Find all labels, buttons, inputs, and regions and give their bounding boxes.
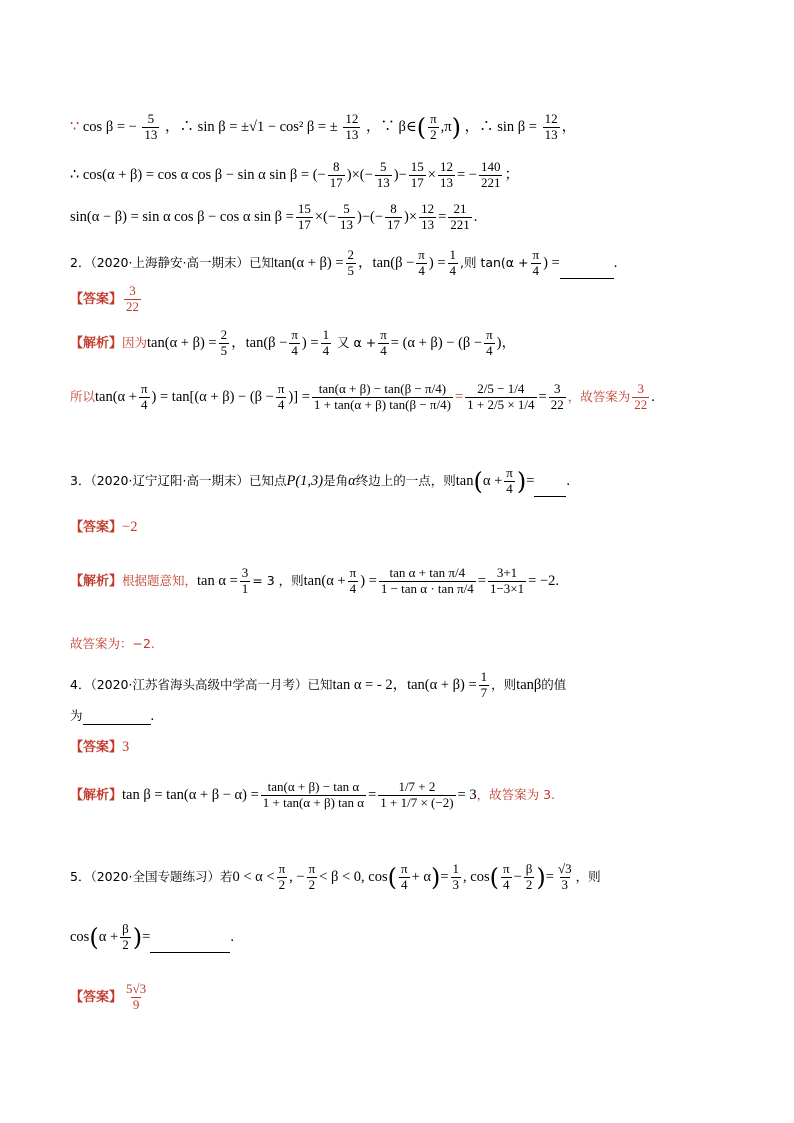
fraction: $\frac{\beta}{2}$ — [122, 921, 129, 952]
question-4 — [70, 670, 566, 701]
question-text: 5．（2020·全国专题练习）若 — [70, 868, 233, 884]
fraction: $\frac{\pi}{2}$ — [430, 111, 437, 142]
expr: α — [348, 472, 356, 489]
fraction: $\frac{\pi}{4}$ — [418, 247, 425, 278]
expr: = 3 ，则 — [252, 572, 304, 588]
fraction: $\frac{3}{1}$ — [241, 565, 249, 596]
fraction: $\frac{2}{5}$ — [220, 327, 228, 358]
expr: tan(α + β) = — [273, 254, 344, 271]
question-5 — [70, 862, 601, 893]
expr: 所以 — [70, 388, 96, 404]
expr: . — [473, 208, 478, 225]
expr: )× — [404, 208, 418, 225]
expr: − — [513, 868, 522, 885]
analysis-2-line-2 — [70, 382, 655, 413]
expr: ，∵ β∈ — [365, 118, 417, 135]
conclusion-text: 故答案为：−2. — [70, 636, 155, 651]
expr: 0 < α < — [232, 868, 275, 885]
expr: ) = — [428, 254, 446, 271]
paren: ) — [451, 113, 461, 142]
expr: . — [651, 388, 655, 405]
expr: = — [454, 388, 464, 405]
expr: = — [538, 388, 547, 405]
expr: = — [545, 868, 554, 885]
paren: ( — [416, 113, 427, 142]
expr: . — [230, 928, 234, 945]
paren: ( — [89, 923, 99, 952]
answer-value: 3 — [122, 739, 130, 755]
answer-4 — [70, 736, 129, 756]
answer-label: 【答案】 — [70, 989, 123, 1005]
fraction: $\frac{\pi}{4}$ — [349, 565, 357, 596]
expr: tan(α + — [95, 388, 137, 405]
derivation-line-2 — [70, 160, 519, 191]
expr: P(1,3) — [286, 472, 324, 489]
expr: α + — [98, 928, 119, 945]
expr: tanβ — [516, 676, 542, 693]
expr: = — [438, 208, 447, 225]
answer-label: 【答案】 — [70, 520, 123, 535]
analysis-3-conclusion — [70, 634, 155, 653]
fraction: $\frac{\pi}{4}$ — [503, 861, 510, 892]
expr: )] = — [288, 388, 310, 405]
fraction: $\frac{\pi}{4}$ — [140, 381, 148, 412]
expr: tan(α + — [303, 572, 346, 589]
question-text: 4．（2020·江苏省海头高级中学高一月考）已知 — [70, 676, 333, 692]
expr: = (α + β) − (β − — [390, 334, 483, 351]
paren: ( — [387, 863, 397, 892]
fraction: $\frac{\pi}{4}$ — [291, 327, 298, 358]
expr: ， — [561, 118, 577, 135]
paren: ) — [132, 923, 143, 952]
expr: 为 — [70, 708, 83, 723]
expr: ) = — [301, 334, 319, 351]
fraction: $\frac{2}{5}$ — [347, 247, 355, 278]
answer-2 — [70, 284, 143, 315]
fraction: $\frac{1}{7}$ — [480, 669, 488, 700]
fraction: $\frac{15}{17}$ — [410, 159, 424, 190]
analysis-2-line-1 — [70, 328, 516, 359]
big-fraction: $\frac{\text{tan(α + β) − tan α}}{\text{1 + tan(α + β) tan α}}$ — [262, 779, 365, 810]
expr: ，tan(β − — [231, 334, 288, 351]
expr: 根据题意知， — [122, 572, 198, 588]
expr: ,π — [440, 118, 452, 135]
expr: = — [526, 472, 535, 489]
expr: tan β = tan(α + β − α) = — [122, 786, 259, 803]
expr: tan — [455, 472, 474, 489]
answer-5 — [70, 982, 150, 1013]
fraction: $\frac{3}{22}$ — [634, 381, 648, 412]
question-3 — [70, 466, 570, 497]
big-fraction: $\frac{\tan(\alpha + \beta) - \tan(\beta - \pi/4)}{1 + \tan(\alpha + \beta) \tan(\beta - \pi/4)}$ — [313, 381, 451, 412]
expr: ∴ cos(α + β) = cos α cos β − sin α sin β = (− — [70, 166, 326, 183]
expr: ，则 — [491, 676, 517, 692]
answer-value: −2 — [122, 519, 138, 535]
expr: α + — [482, 472, 503, 489]
question-text: 3．（2020·辽宁辽阳·高一期末）已知点 — [70, 472, 287, 488]
fraction: $\frac{\pi}{4}$ — [486, 327, 493, 358]
fraction: $\frac{140}{221}$ — [480, 159, 501, 190]
expr: 又 α + — [333, 334, 377, 350]
question-5-cont — [70, 922, 234, 953]
fraction: $\frac{\pi}{2}$ — [278, 861, 286, 892]
fraction: $\frac{1}{3}$ — [452, 861, 460, 892]
expr: 因为 — [122, 334, 148, 350]
expr: ，故答案为 3. — [476, 786, 556, 802]
expr: . — [150, 708, 155, 724]
expr: 终边上的一点，则 — [355, 472, 456, 488]
analysis-label: 【解析】 — [70, 787, 123, 803]
question-2 — [70, 248, 617, 279]
fraction: $\frac{12}{13}$ — [421, 201, 435, 232]
fraction: $\frac{8}{17}$ — [387, 201, 401, 232]
expr: ， — [392, 676, 408, 693]
fraction: $\frac{3}{22}$ — [550, 381, 564, 412]
derivation-line-3 — [70, 202, 477, 233]
expr: sin(α − β) = sin α cos β − cos α sin β = — [70, 208, 294, 225]
expr: cos β = − — [82, 118, 137, 135]
paren: ( — [489, 863, 499, 892]
fraction: $\frac{\pi}{4}$ — [380, 327, 387, 358]
expr: )×(− — [346, 166, 373, 183]
expr: )， — [496, 334, 517, 351]
fraction: $\frac{12}{13}$ — [439, 159, 453, 190]
expr: = −2 — [528, 572, 556, 589]
expr: ,则 tan(α + — [460, 254, 529, 270]
expr: tan α = - 2 — [332, 676, 393, 693]
expr: tan(α + β) = — [147, 334, 217, 351]
fraction: $\frac{5}{13}$ — [376, 159, 390, 190]
compound-fraction: $\frac{2/5 - 1/4}{1 + 2/5 \times 1/4}$ — [467, 381, 535, 412]
expr: ，∴ sin β = — [464, 118, 537, 135]
fraction: $\frac{21}{221}$ — [450, 201, 470, 232]
fraction: $\frac{5}{13}$ — [340, 201, 354, 232]
expr: ； — [504, 166, 519, 183]
expr: ，∴ sin β = ±√1 − cos² β = ± — [165, 118, 338, 135]
fraction: $\frac{\pi}{4}$ — [277, 381, 285, 412]
answer-label: 【答案】 — [70, 291, 123, 307]
expr: = 3 — [457, 786, 477, 803]
expr: ，故答案为 — [567, 388, 631, 404]
big-fraction: $\frac{\text{tan α + tan π/4}}{\text{1 − tan α · tan π/4}}$ — [380, 565, 474, 596]
fraction: $\frac{\pi}{4}$ — [506, 465, 513, 496]
expr: tan α = — [197, 572, 238, 589]
answer-blank — [560, 278, 614, 279]
expr: < β < 0, cos — [319, 868, 388, 885]
expr: + α — [411, 868, 431, 885]
expr: ) = tan[(α + β) − (β − — [151, 388, 274, 405]
derivation-line-1 — [70, 112, 576, 143]
expr: = — [368, 786, 377, 803]
expr: = — [142, 928, 151, 945]
expr: tan(α + β) = — [407, 676, 477, 693]
expr: , cos — [463, 868, 490, 885]
paren: ) — [536, 863, 546, 892]
fraction: $\frac{\pi}{4}$ — [400, 861, 408, 892]
paren: ( — [473, 467, 483, 496]
expr: . — [566, 472, 571, 489]
because-symbol: ∵ — [70, 118, 80, 135]
compound-fraction: $\frac{1/7 + 2}{1 + 1/7 \times (-2)}$ — [380, 779, 454, 810]
question-4-cont — [70, 706, 154, 725]
expr: ，tan(β − — [358, 254, 415, 271]
expr: ) = — [543, 254, 560, 271]
expr: ×(− — [314, 208, 337, 225]
fraction: $\frac{5}{13}$ — [144, 111, 158, 142]
answer-fraction: $\frac{5√3}{9}$ — [126, 981, 147, 1012]
expr: )−(− — [357, 208, 384, 225]
fraction: $\frac{1}{4}$ — [322, 327, 330, 358]
answer-3 — [70, 516, 137, 536]
expr: ，则 — [575, 868, 601, 884]
answer-blank — [150, 952, 230, 953]
answer-blank — [83, 724, 151, 725]
analysis-3 — [70, 566, 559, 597]
answer-blank — [534, 496, 566, 497]
fraction: $\frac{\pi}{4}$ — [532, 247, 540, 278]
expr: , − — [289, 868, 305, 885]
fraction: $\frac{1}{4}$ — [449, 247, 456, 278]
expr: 的值 — [541, 676, 567, 692]
expr: cos — [70, 928, 90, 945]
fraction: $\frac{3+1}{1-3\times 1}$ — [489, 565, 525, 596]
analysis-4 — [70, 780, 555, 811]
expr: = — [440, 868, 449, 885]
expr: × — [427, 166, 436, 183]
question-text: 2．（2020·上海静安·高一期末）已知 — [70, 254, 274, 270]
fraction: $\frac{15}{17}$ — [297, 201, 311, 232]
expr: = − — [456, 166, 477, 183]
expr: )− — [393, 166, 407, 183]
answer-label: 【答案】 — [70, 740, 123, 755]
fraction: $\frac{\beta}{2}$ — [525, 861, 533, 892]
fraction: $\frac{8}{17}$ — [329, 159, 343, 190]
expr: 是角 — [323, 472, 349, 488]
expr: . — [555, 572, 559, 589]
paren: ) — [430, 863, 441, 892]
analysis-label: 【解析】 — [70, 573, 123, 589]
expr: ) = — [360, 572, 377, 589]
answer-fraction: $\frac{3}{22}$ — [126, 283, 140, 314]
fraction: $\frac{√3}{3}$ — [557, 861, 572, 892]
fraction: $\frac{\pi}{2}$ — [308, 861, 316, 892]
paren: ) — [516, 467, 527, 496]
analysis-label: 【解析】 — [70, 335, 123, 351]
fraction: $\frac{12}{13}$ — [544, 111, 558, 142]
expr: . — [613, 254, 618, 271]
fraction: $\frac{12}{13}$ — [345, 111, 359, 142]
expr: = — [477, 572, 486, 589]
